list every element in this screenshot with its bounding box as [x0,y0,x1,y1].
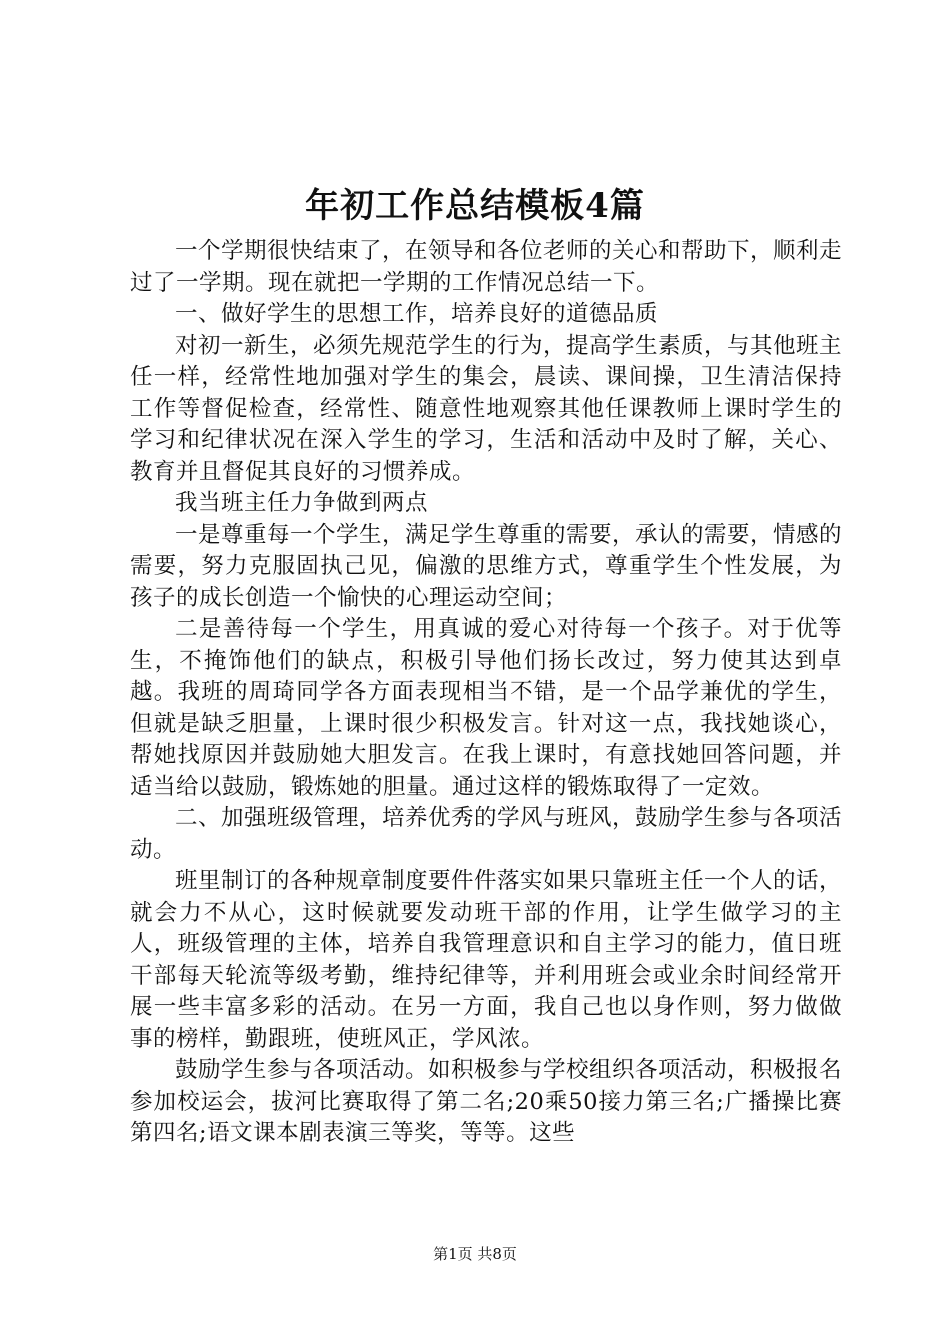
paragraph-two-points: 我当班主任力争做到两点 [175,490,429,516]
paragraph-new-students: 对初一新生，必须先规范学生的行为，提高学生素质，与其他班主任一样，经常性地加强对学生的集会，晨读、课间操，卫生清洁保持工作等督促检查，经常性、随意性地观察其他任课教师上课时学生的学习和纪律状况在深入学生的学习，生活和活动中及时了解，关心、教育并且督促其良好的习惯养成。 [130,332,843,485]
document-title: 年初工作总结模板4篇 [305,186,645,226]
paragraph-respect: 一是尊重每一个学生，满足学生尊重的需要，承认的需要，情感的需要，努力克服固执己见，偏激的思维方式，尊重学生个性发展，为孩子的成长创造一个愉快的心理运动空间； [130,521,843,611]
paragraph-kindness: 二是善待每一个学生，用真诚的爱心对待每一个孩子。对于优等生，不掩饰他们的缺点，积极引导他们扬长改过，努力使其达到卓越。我班的周琦同学各方面表现相当不错，是一个品学兼优的学生，但就是缺乏胆量，上课时很少积极发言。针对这一点，我找她谈心，帮她找原因并鼓励她大胆发言。在我上课时，有意找她回答问题，并适当给以鼓励，锻炼她的胆量。通过这样的锻炼取得了一定效。 [130,616,842,800]
paragraph-activities: 鼓励学生参与各项活动。如积极参与学校组织各项活动，积极报名参加校运会，拔河比赛取得了第二名;20乘50接力第三名;广播操比赛第四名;语文课本剧表演三等奖，等等。这些 [130,1057,843,1146]
paragraph-class-management: 班里制订的各种规章制度要件件落实如果只靠班主任一个人的话，就会力不从心，这时候就要发动班干部的作用，让学生做学习的主人，班级管理的主体，培养自我管理意识和自主学习的能力，值日班干部每天轮流等级考勤，维持纪律等，并利用班会或业余时间经常开展一些丰富多彩的活动。在另一方面，我自己也以身作则，努力做做事的榜样，勤跟班，使班风正，学风浓。 [130,868,843,1052]
page-footer: 第1页 共8页 [433,1245,517,1263]
section-heading-2: 二、加强班级管理，培养优秀的学风与班风，鼓励学生参与各项活动。 [130,805,843,863]
section-heading-1: 一、做好学生的思想工作，培养良好的道德品质 [175,301,659,327]
document-body [130,236,842,1150]
paragraph-intro: 一个学期很快结束了，在领导和各位老师的关心和帮助下，顺利走过了一学期。现在就把一学期的工作情况总结一下。 [130,238,843,296]
